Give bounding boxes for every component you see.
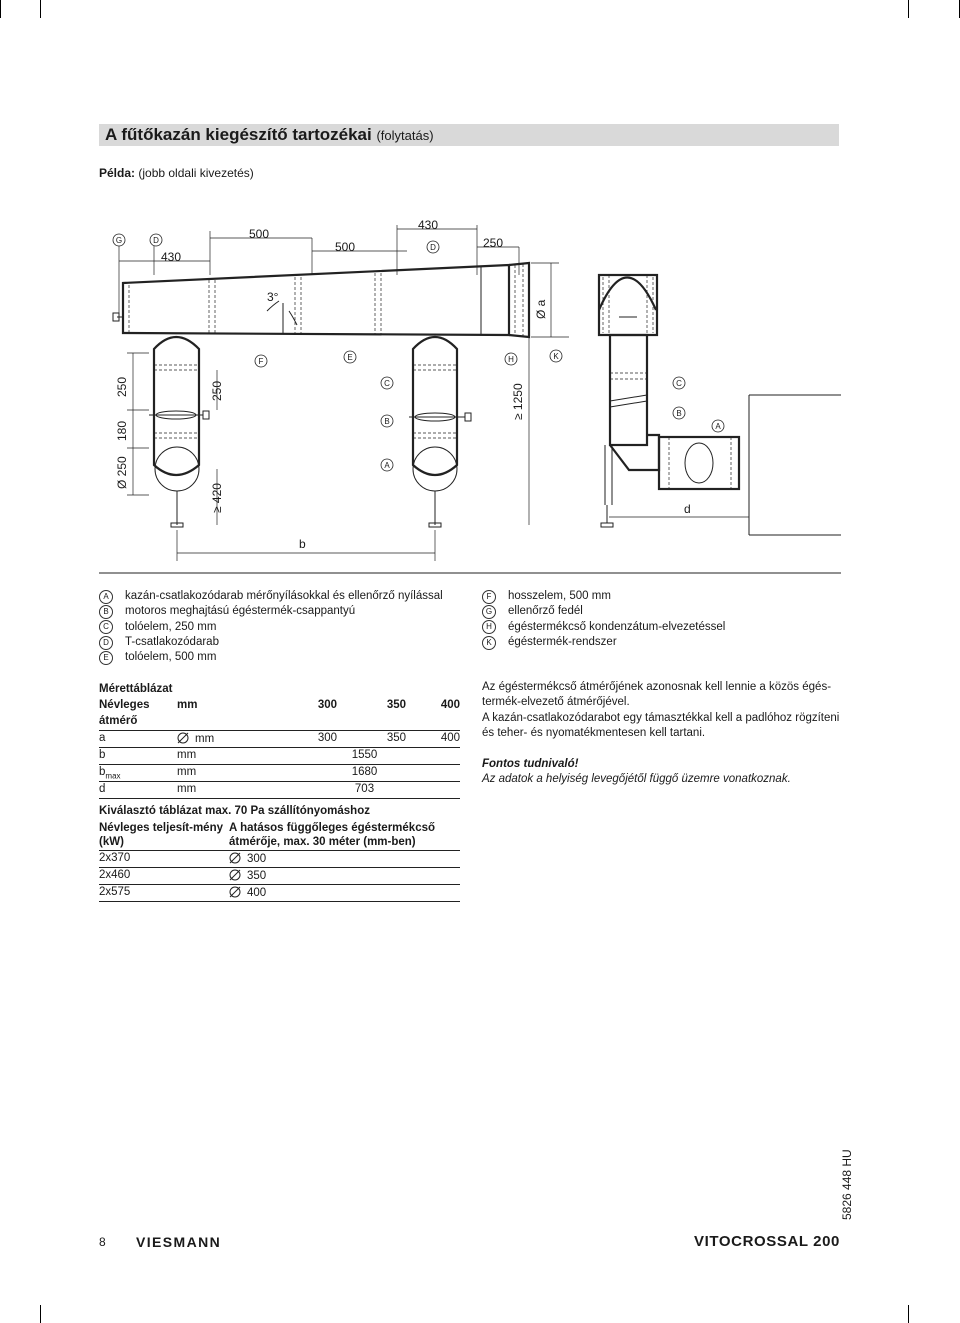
crop-mark	[0, 0, 1, 18]
row-label-main: b	[99, 766, 106, 778]
row-span: 1550	[269, 748, 460, 765]
size-head-c2: 350	[386, 699, 406, 711]
diameter-icon	[229, 869, 241, 881]
callout-G: G	[115, 236, 123, 245]
table-row	[99, 748, 460, 765]
dim-b: b	[299, 537, 306, 551]
callout-H: H	[508, 355, 514, 364]
row-label-sub: max	[105, 771, 121, 781]
legend-item	[99, 650, 443, 665]
right-boiler-connection	[409, 337, 471, 527]
row-power: 2x460	[99, 868, 229, 885]
diameter-icon	[177, 732, 189, 744]
callout-A-side: A	[715, 422, 721, 431]
legend-text: tolóelem, 250 mm	[125, 620, 217, 633]
legend-text: ellenőrző fedél	[508, 605, 583, 618]
dim-180: 180	[115, 420, 129, 441]
horizontal-flue-pipe	[113, 263, 529, 337]
dim-250-left: 250	[115, 376, 129, 397]
table-row	[99, 851, 460, 868]
callout-C: C	[384, 379, 390, 388]
product-name: VITOCROSSAL 200	[694, 1233, 840, 1250]
front-callouts	[381, 377, 393, 471]
example-line	[99, 166, 254, 180]
callout-A: A	[384, 461, 390, 470]
legend-item	[482, 589, 725, 604]
row-label: a	[99, 731, 177, 748]
dim-500-second: 500	[335, 240, 356, 254]
legend-item	[99, 604, 443, 619]
table-row	[99, 782, 460, 799]
callout-B: B	[384, 417, 390, 426]
row-dia	[229, 868, 460, 885]
legend-item	[99, 589, 443, 604]
crop-mark	[40, 1305, 41, 1323]
legend-item	[482, 620, 725, 635]
selection-head-left: Névleges teljesít-mény (kW)	[99, 820, 229, 851]
legend-text: tolóelem, 500 mm	[125, 651, 217, 664]
callout-D: D	[153, 236, 159, 245]
selection-table-caption: Kiválasztó táblázat max. 70 Pa szállítónyomáshoz	[99, 805, 370, 817]
row-label: d	[99, 782, 177, 799]
dim-420: ≥ 420	[210, 483, 224, 513]
crop-mark	[40, 0, 41, 18]
table-row	[99, 868, 460, 885]
row-unit	[177, 731, 269, 748]
legend-key: D	[99, 636, 113, 650]
callout-F: F	[258, 357, 264, 366]
legend-text: égéstermék-rendszer	[508, 635, 617, 648]
row-c3: 400	[406, 731, 460, 748]
legend-item	[482, 635, 725, 650]
legend-key: E	[99, 651, 113, 665]
row-power: 2x370	[99, 851, 229, 868]
table-row	[99, 885, 460, 902]
dim-430-left: 430	[161, 250, 182, 264]
table-row	[99, 765, 460, 782]
legend-key: H	[482, 620, 496, 634]
page-title-main: A fűtőkazán kiegészítő tartozékai	[105, 125, 372, 144]
row-dia	[229, 851, 460, 868]
legend-key: F	[482, 590, 496, 604]
legend-item	[99, 635, 443, 650]
legend-key: K	[482, 636, 496, 650]
diameter-icon	[229, 852, 241, 864]
document-number: 5826 448 HU	[840, 1149, 854, 1220]
legend-key: A	[99, 590, 113, 604]
left-boiler-connection	[149, 337, 209, 527]
selection-head-right: A hatásos függőleges égéstermékcső átmérője, max. 30 méter (mm-ben)	[229, 820, 460, 851]
example-label: Példa:	[99, 166, 136, 180]
row-dia-value: 300	[247, 853, 267, 865]
row-unit: mm	[177, 748, 269, 765]
dim-dia-250: Ø 250	[115, 456, 129, 489]
dim-angle: 3°	[267, 290, 279, 304]
row-power: 2x575	[99, 885, 229, 902]
size-head-label1: Névleges	[99, 699, 150, 711]
legend-key: C	[99, 620, 113, 634]
callout-E: E	[347, 353, 353, 362]
crop-mark	[908, 1305, 909, 1323]
size-head-label2: átmérő	[99, 714, 460, 731]
callout-B-side: B	[676, 409, 682, 418]
flue-system-drawing	[99, 205, 841, 575]
legend-left	[99, 589, 443, 665]
legend-item	[482, 604, 725, 619]
notes-block	[482, 680, 842, 788]
legend-text: kazán-csatlakozódarab mérőnyílásokkal és ellenőrző nyílással	[125, 590, 443, 602]
size-head-unit: mm	[177, 699, 198, 711]
row-dia	[229, 885, 460, 902]
row-label: b	[99, 748, 177, 765]
dim-1250: ≥ 1250	[511, 383, 525, 420]
top-dimension-lines	[119, 225, 519, 315]
note-heading: Fontos tudnivaló!	[482, 758, 579, 771]
note-paragraph-1: Az égéstermékcső átmérőjének azonosnak kell lennie a közös égés-termék-elvezető átmérőjével.	[482, 681, 832, 709]
size-table-caption: Mérettáblázat	[99, 683, 173, 695]
row-c1: 300	[269, 731, 337, 748]
example-text: (jobb oldali kivezetés)	[138, 166, 254, 180]
callout-K: K	[553, 352, 559, 361]
legend-right	[482, 589, 725, 650]
legend-text: T-csatlakozódarab	[125, 635, 219, 648]
page-number: 8	[99, 1235, 106, 1249]
dim-250-mid: 250	[210, 380, 224, 401]
row-span: 703	[269, 782, 460, 799]
row-dia-value: 400	[247, 887, 267, 899]
middle-callouts	[255, 350, 562, 367]
page-title-suffix: (folytatás)	[376, 128, 434, 143]
row-unit: mm	[177, 782, 269, 799]
row-dia-value: 350	[247, 870, 267, 882]
legend-text: égéstermékcső kondenzátum-elvezetéssel	[508, 620, 726, 633]
legend-item	[99, 620, 443, 635]
legend-key: G	[482, 605, 496, 619]
callout-C-side: C	[676, 379, 682, 388]
page-title	[105, 125, 434, 145]
selection-table	[99, 804, 460, 902]
size-table	[99, 682, 460, 799]
crop-mark	[908, 0, 909, 18]
size-head-c3: 400	[440, 699, 460, 711]
dim-dia-a: Ø a	[534, 299, 548, 319]
section-title-bar	[99, 124, 839, 146]
row-unit: mm	[177, 765, 269, 782]
diameter-icon	[229, 886, 241, 898]
row-span: 1680	[269, 765, 460, 782]
callout-D2: D	[430, 243, 436, 252]
note-paragraph-3: Az adatok a helyiség levegőjétől függő üzemre vonatkoznak.	[482, 773, 791, 786]
legend-key: B	[99, 605, 113, 619]
row-label	[99, 765, 177, 782]
dim-250-top: 250	[483, 236, 504, 250]
table-row	[99, 731, 460, 748]
size-head-c1: 300	[317, 699, 337, 711]
dim-430-right: 430	[418, 218, 439, 232]
row-c2: 350	[337, 731, 406, 748]
dim-500-first: 500	[249, 227, 270, 241]
legend-text: motoros meghajtású égéstermék-csappantyú	[125, 605, 356, 618]
legend-text: hosszelem, 500 mm	[508, 590, 611, 602]
row-unit-text: mm	[195, 733, 215, 745]
side-view	[599, 275, 841, 535]
dim-d: d	[684, 502, 691, 516]
note-paragraph-2: A kazán-csatlakozódarabot egy támasztékkal kell a padlóhoz rögzíteni és teher- és nyomatékmentesen kell tartani.	[482, 711, 840, 739]
side-callouts	[673, 377, 724, 432]
brand-logo: VIESMANN	[136, 1234, 222, 1250]
